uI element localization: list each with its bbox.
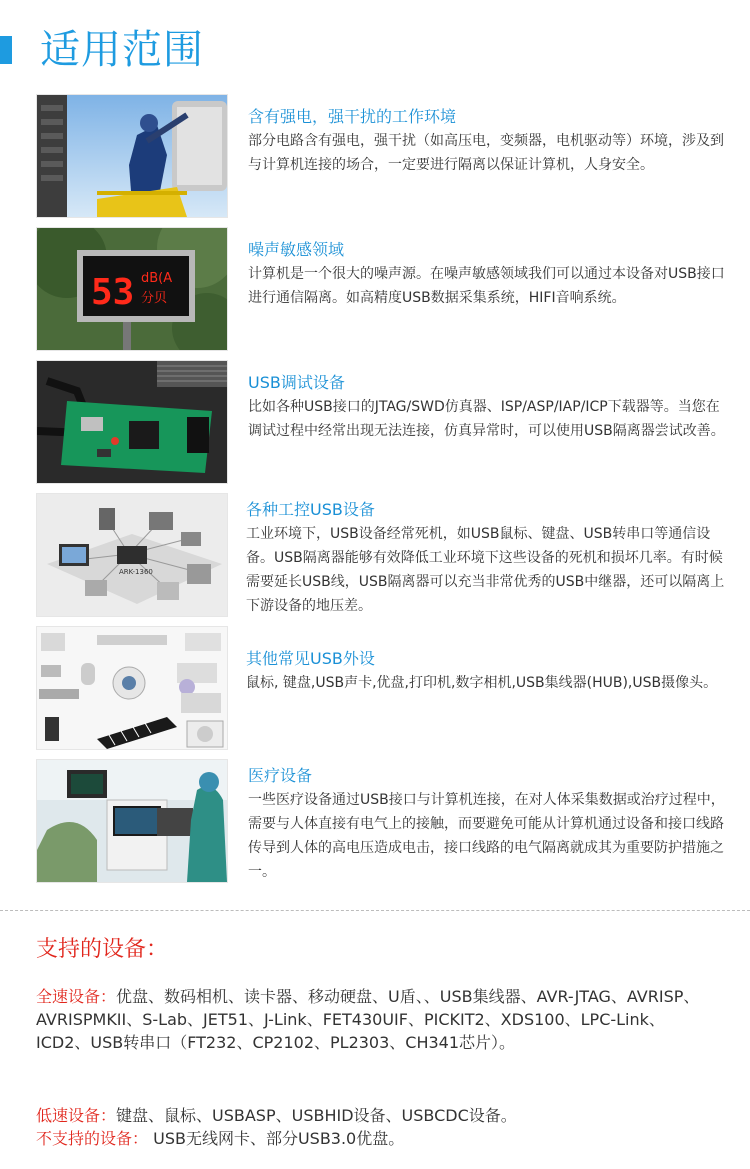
- item-title: USB调试设备: [248, 373, 345, 392]
- item-description: 鼠标, 键盘,USB声卡,优盘,打印机,数字相机,USB集线器(HUB),USB摄像头。: [246, 675, 718, 691]
- fullspeed-label: 全速设备：: [36, 987, 117, 1006]
- noise-meter-photo: [36, 227, 228, 351]
- unsupported-devices: [36, 1127, 716, 1150]
- unsupported-text: USB无线网卡、部分USB3.0优盘。: [148, 1129, 405, 1148]
- supported-devices-title: 支持的设备：: [36, 937, 169, 962]
- medical-equipment-photo: [36, 759, 228, 883]
- noise-value-text: 53: [91, 272, 135, 313]
- header-accent-bar: [0, 36, 12, 64]
- lowspeed-devices: [36, 1104, 716, 1127]
- hub-label: ARK-1360: [119, 568, 153, 576]
- power-line-photo: [36, 94, 228, 218]
- item-title: 医疗设备: [248, 766, 313, 785]
- item-description: 一些医疗设备通过USB接口与计算机连接，在对人体采集数据或治疗过程中，需要与人体直接有电气上的接触，而要避免可能从计算机通过设备和接口线路传导到人体的高电压造成电击，接口线路的电气隔离就成其为重要防护措施之一。: [248, 792, 725, 880]
- debugger-board-photo: [36, 360, 228, 484]
- item-title: 各种工控USB设备: [246, 500, 375, 519]
- peripherals-collage: [36, 626, 228, 750]
- unsupported-label: 不支持的设备：: [36, 1129, 149, 1148]
- noise-unit-text: dB(A: [141, 271, 173, 286]
- page-title: 适用范围: [40, 27, 204, 73]
- item-description: 部分电路含有强电，强干扰（如高压电，变频器，电机驱动等）环境，涉及到与计算机连接的场合，一定要进行隔离以保证计算机，人身安全。: [248, 133, 724, 173]
- fullspeed-text: 优盘、数码相机、读卡器、移动硬盘、U盾、、USB集线器、AVR-JTAG、AVRISP、AVRISPMKII、S-Lab、JET51、J-Link、FET430UIF、PICKIT2、XDS100、LPC-Link、ICD2、USB转串口（FT232、CP2102、PL2303、CH341芯片）。: [36, 987, 700, 1052]
- lowspeed-text: 键盘、鼠标、USBASP、USBHID设备、USBCDC设备。: [116, 1106, 517, 1125]
- item-title: 噪声敏感领域: [248, 240, 345, 259]
- lowspeed-label: 低速设备：: [36, 1106, 117, 1125]
- item-title: 含有强电，强干扰的工作环境: [248, 107, 457, 126]
- section-divider: [0, 910, 750, 911]
- item-title: 其他常见USB外设: [246, 649, 375, 668]
- item-description: 工业环境下，USB设备经常死机，如USB鼠标、键盘、USB转串口等通信设备。USB隔离器能够有效降低工业环境下这些设备的死机和损坏几率。有时候需要延长USB线，USB隔离器可以充当非常优秀的USB中继器，还可以隔离上下游设备的地压差。: [246, 526, 725, 614]
- industrial-diagram: [36, 493, 228, 617]
- fullspeed-devices: [36, 985, 716, 1054]
- item-description: 比如各种USB接口的JTAG/SWD仿真器、ISP/ASP/IAP/ICP下载器等。当您在调试过程中经常出现无法连接，仿真异常时，可以使用USB隔离器尝试改善。: [248, 399, 725, 439]
- item-description: 计算机是一个很大的噪声源。在噪声敏感领域我们可以通过本设备对USB接口进行通信隔离。如高精度USB数据采集系统，HIFI音响系统。: [248, 266, 725, 306]
- noise-unit-cn-text: 分贝: [141, 291, 168, 306]
